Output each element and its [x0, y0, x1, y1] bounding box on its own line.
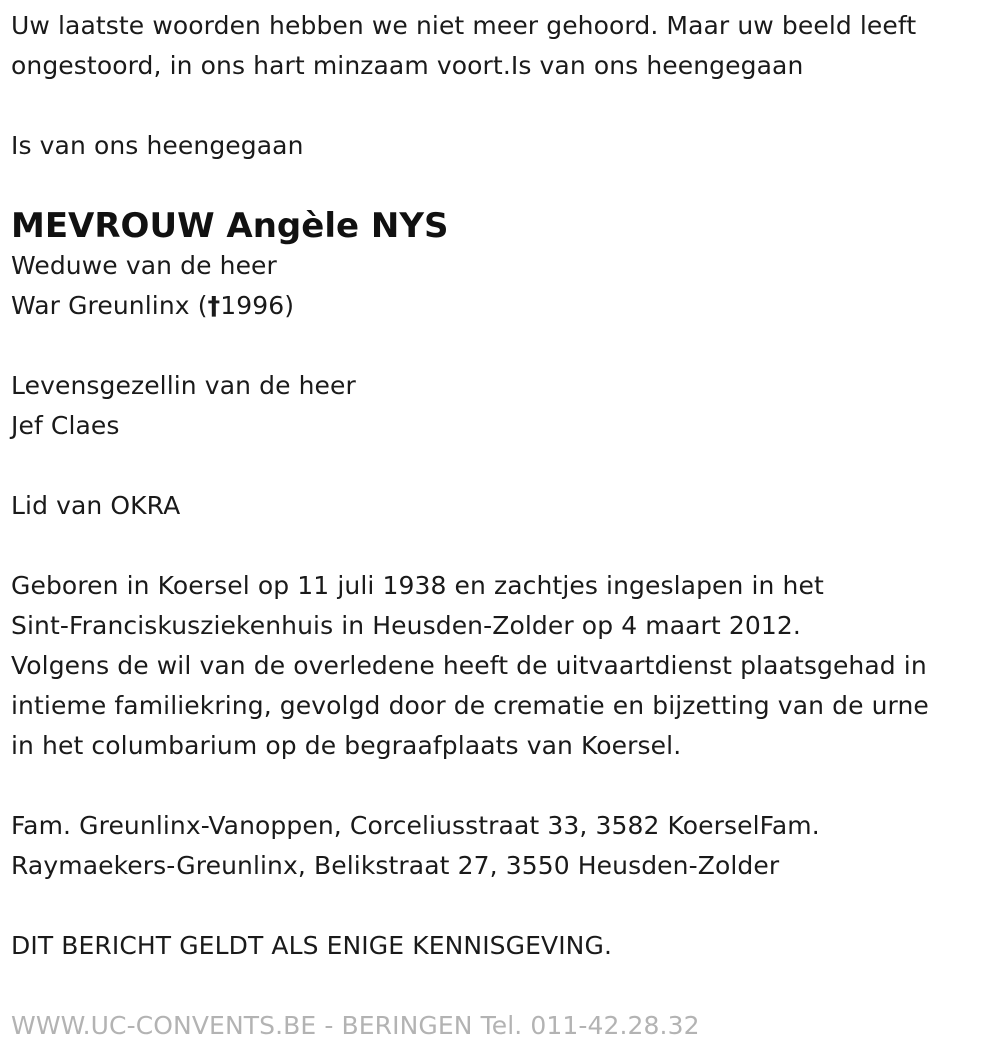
spacer [11, 166, 1000, 206]
husband-name: War Greunlinx ( [11, 291, 208, 320]
footer-link[interactable]: WWW.UC-CONVENTS.BE - BERINGEN Tel. 011-42.28.32 [11, 1011, 700, 1040]
partner-label: Levensgezellin van de heer [11, 371, 356, 400]
intro-line-1: Uw laatste woorden hebben we niet meer gehoord. Maar uw beeld leeft [11, 11, 917, 40]
partner-name: Jef Claes [11, 411, 120, 440]
widow-label: Weduwe van de heer [11, 251, 277, 280]
details-line-1: Geboren in Koersel op 11 juli 1938 en zachtjes ingeslapen in het [11, 571, 824, 600]
spacer [11, 966, 1000, 1006]
family-line-1: Fam. Greunlinx-Vanoppen, Corceliusstraat 33, 3582 KoerselFam. [11, 811, 820, 840]
deceased-name: MEVROUW Angèle NYS [11, 206, 449, 246]
spacer [11, 86, 1000, 126]
details-line-3: Volgens de wil van de overledene heeft de uitvaartdienst plaatsgehad in [11, 651, 927, 680]
membership: Lid van OKRA [11, 491, 181, 520]
husband-line [11, 286, 1000, 326]
lead-text: Is van ons heengegaan [11, 131, 304, 160]
intro-line-2: ongestoord, in ons hart minzaam voort.Is van ons heengegaan [11, 51, 804, 80]
spacer [11, 326, 1000, 366]
spacer [11, 446, 1000, 486]
details-line-5: in het columbarium op de begraafplaats van Koersel. [11, 731, 682, 760]
spacer [11, 526, 1000, 566]
details-line-4: intieme familiekring, gevolgd door de crematie en bijzetting van de urne [11, 691, 929, 720]
details-line-2: Sint-Franciskusziekenhuis in Heusden-Zolder op 4 maart 2012. [11, 611, 801, 640]
notice-text: DIT BERICHT GELDT ALS ENIGE KENNISGEVING. [11, 931, 612, 960]
spacer [11, 886, 1000, 926]
cross-icon: † [207, 291, 221, 320]
spacer [11, 766, 1000, 806]
husband-death-year: 1996) [220, 291, 295, 320]
family-line-2: Raymaekers-Greunlinx, Belikstraat 27, 3550 Heusden-Zolder [11, 851, 780, 880]
